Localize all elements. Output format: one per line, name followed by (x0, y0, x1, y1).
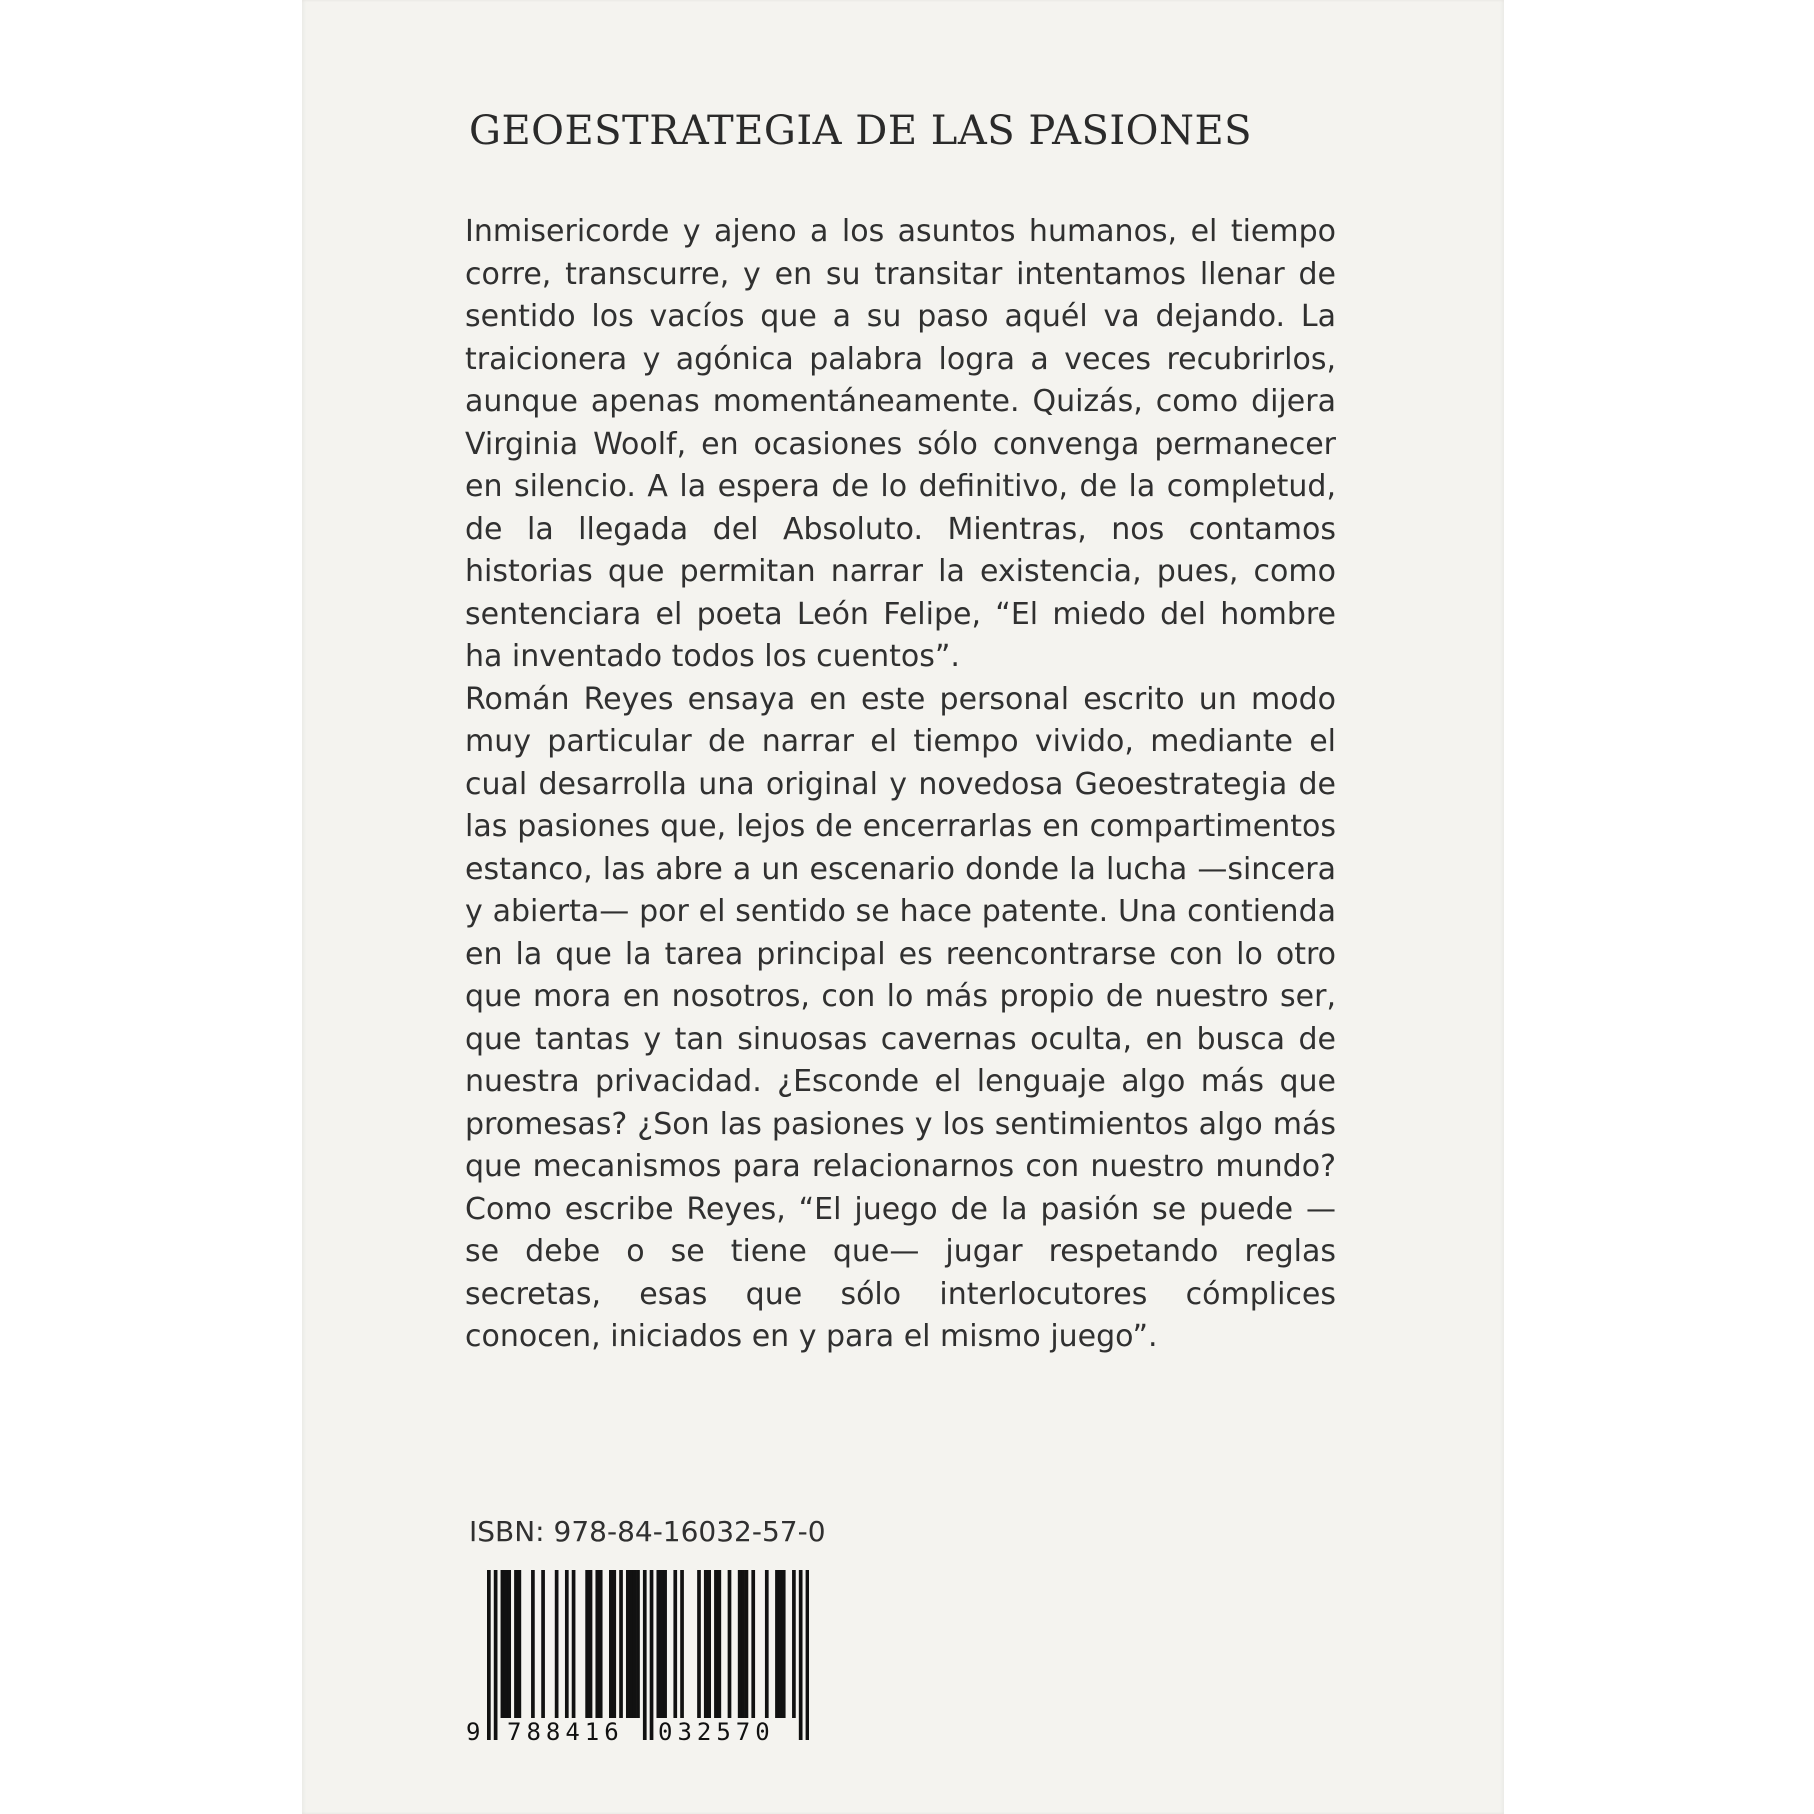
barcode-bar (589, 1570, 593, 1718)
barcode-bar (765, 1570, 769, 1718)
barcode-bar (782, 1570, 786, 1718)
barcode-bar (501, 1570, 505, 1718)
barcode-bar (494, 1570, 498, 1740)
blurb-paragraph-1: Inmisericorde y ajeno a los asuntos humanos, el tiempo corre, transcurre, y en su transitar intentamos llenar de sentido los vacíos que a su paso aquél va dejando. La traicionera y agónica palabra logra a veces recubrirlos, aunque apenas momentáneamente. Quizás, como dijera Virginia Woolf, en ocasiones sólo convenga permanecer en silencio. A la espera de lo definitivo, de la completud, de la llegada del Absoluto. Mientras, nos contamos historias que permitan narrar la existencia, pues, como sentenciara el poeta León Felipe, “El miedo del hombre ha inventado todos los cuentos”. (465, 214, 1336, 674)
barcode-bar (714, 1570, 718, 1718)
barcode-bar (541, 1570, 545, 1718)
barcode-bar (792, 1570, 796, 1718)
barcode-bar (612, 1570, 616, 1718)
barcode-bar (745, 1570, 749, 1718)
barcode-bar (504, 1570, 508, 1718)
barcode-bar (626, 1570, 630, 1718)
barcode-left-digits: 788416 (507, 1718, 624, 1746)
isbn-label: ISBN: 978-84-16032-57-0 (469, 1515, 826, 1548)
barcode-bar (514, 1570, 518, 1718)
barcode-bar (585, 1570, 589, 1718)
barcode-bar (595, 1570, 599, 1718)
isbn-barcode (466, 1570, 809, 1750)
barcode-bar (799, 1570, 803, 1740)
barcode-bar (728, 1570, 732, 1718)
barcode-bar (650, 1570, 654, 1740)
barcode-bar (738, 1570, 742, 1718)
book-title: GEOESTRATEGIA DE LAS PASIONES (469, 108, 1253, 154)
barcode-bar (663, 1570, 667, 1718)
barcode-bar (806, 1570, 809, 1740)
barcode-bar (704, 1570, 708, 1718)
blurb-text (465, 211, 1336, 1359)
barcode-bar (507, 1570, 511, 1718)
barcode-first-digit: 9 (466, 1718, 486, 1746)
barcode-bar (680, 1570, 684, 1718)
barcode-bar (531, 1570, 535, 1718)
barcode-bar (487, 1570, 491, 1740)
barcode-bar (778, 1570, 782, 1718)
barcode-bar (673, 1570, 677, 1718)
barcode-bar (707, 1570, 711, 1718)
barcode-bar (656, 1570, 660, 1718)
blurb-paragraph-2: Román Reyes ensaya en este personal escrito un modo muy particular de narrar el tiempo vivido, mediante el cual desarrolla una original y novedosa Geoestrategia de las pasiones que, lejos de encerrarlas en compartimentos estanco, las abre a un escenario donde la lucha —sincera y abierta— por el sentido se hace patente. Una contienda en la que la tarea principal es reencontrarse con lo otro que mora en nosotros, con lo más propio de nuestro ser, que tantas y tan sinuosas cavernas oculta, en busca de nuestra privacidad. ¿Esconde el lenguaje algo más que promesas? ¿Son las pasiones y los sentimientos algo más que mecanismos para relacionarnos con nuestro mundo? Como escribe Reyes, “El juego de la pasión se puede —se debe o se tiene que— jugar respetando reglas secretas, esas que sólo interlocutores cómplices conocen, iniciados en y para el mismo juego”. (465, 681, 1336, 1354)
barcode-bar (518, 1570, 522, 1718)
barcode-bar (636, 1570, 640, 1718)
barcode-bar (629, 1570, 633, 1718)
barcode-bar (751, 1570, 755, 1718)
barcode-bar (619, 1570, 623, 1718)
barcode-bar (775, 1570, 779, 1718)
barcode-bar (660, 1570, 664, 1718)
barcode-right-digits: 032570 (658, 1718, 775, 1746)
barcode-bar (643, 1570, 647, 1740)
barcode-bar (609, 1570, 613, 1718)
barcode-bar (599, 1570, 603, 1718)
barcode-bar (697, 1570, 701, 1718)
barcode-bar (633, 1570, 637, 1718)
barcode-bar (572, 1570, 576, 1718)
barcode-bar (555, 1570, 559, 1718)
barcode-bar (717, 1570, 721, 1718)
barcode-bar (741, 1570, 745, 1718)
barcode-bar (565, 1570, 569, 1718)
